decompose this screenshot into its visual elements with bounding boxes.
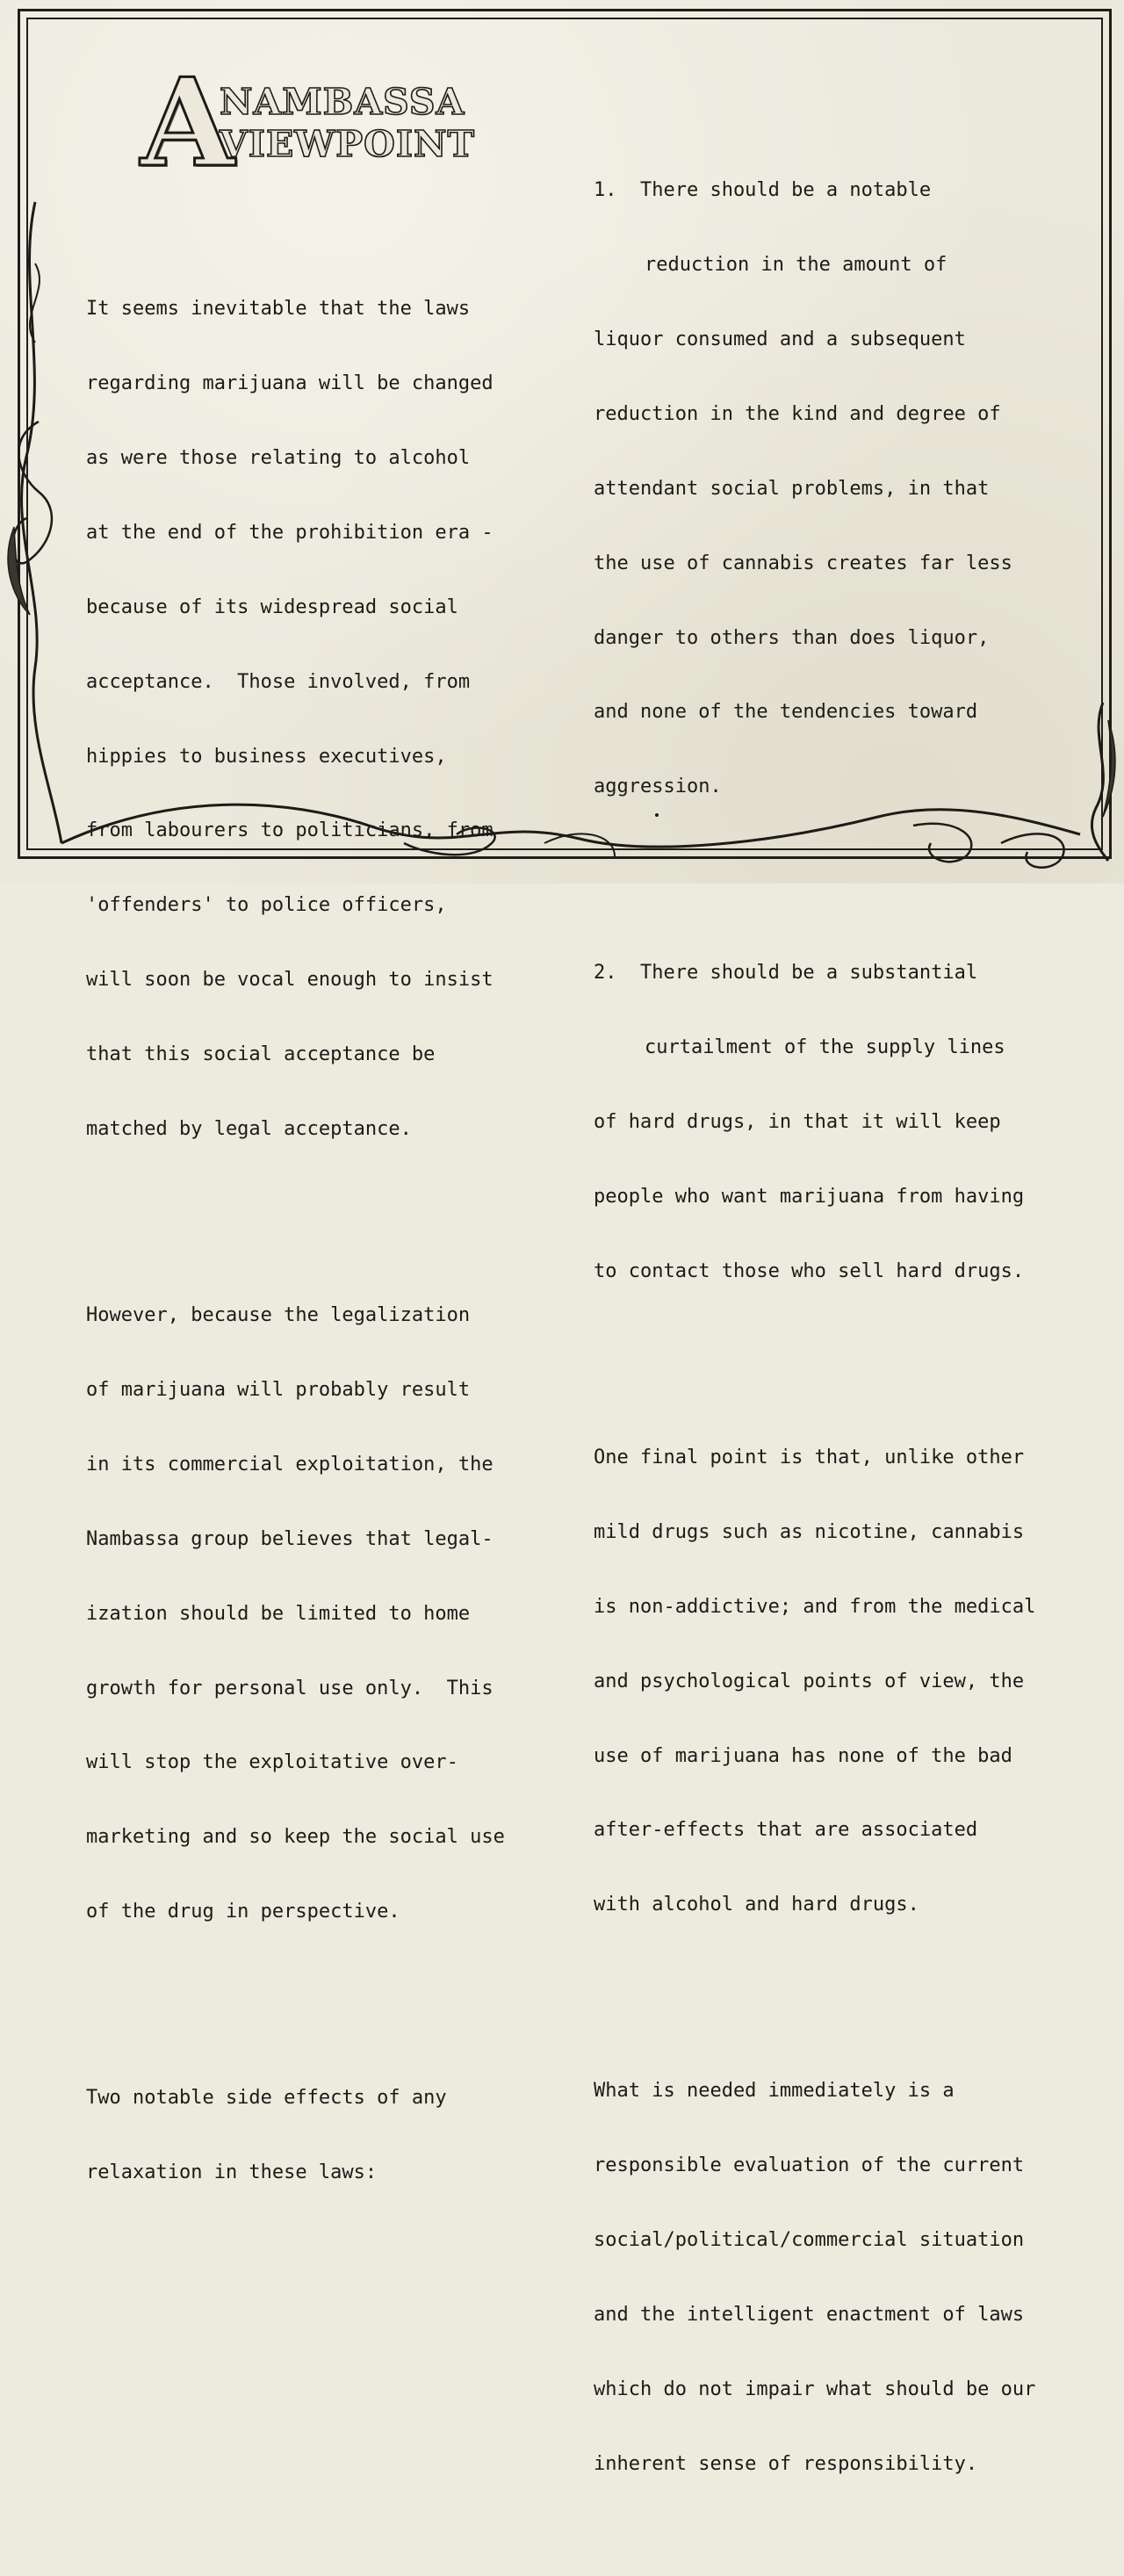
text-line: curtailment of the supply lines: [645, 1036, 1005, 1059]
text-line: ization should be limited to home: [86, 1602, 471, 1625]
paragraph-inevitable: [86, 248, 560, 1192]
text-line: because of its widespread social: [86, 595, 458, 618]
text-line: responsible evaluation of the current: [594, 2154, 1025, 2177]
text-line: mild drugs such as nicotine, cannabis: [594, 1520, 1025, 1543]
numbered-point-1: [594, 129, 1085, 850]
title-initial: A: [140, 51, 235, 194]
text-line: However, because the legalization: [86, 1304, 471, 1327]
paragraph-side-effects: [86, 2037, 560, 2235]
title-heading: [139, 51, 475, 194]
text-line: to contact those who sell hard drugs.: [594, 1259, 1025, 1282]
stray-dot: [655, 813, 659, 817]
text-line: 'offenders' to police officers,: [86, 894, 447, 917]
text-line: social/political/commercial situation: [594, 2229, 1025, 2252]
text-line: acceptance. Those involved, from: [86, 670, 471, 693]
text-line: One final point is that, unlike other: [594, 1447, 1025, 1469]
text-line: attendant social problems, in that: [594, 477, 990, 500]
paragraph-however: [86, 1253, 560, 1974]
text-line: relaxation in these laws:: [86, 2161, 378, 2184]
text-line: which do not impair what should be our: [594, 2378, 1036, 2401]
text-line: of marijuana will probably result: [86, 1378, 471, 1401]
left-column: [86, 198, 560, 2285]
text-line: and the intelligent enactment of laws: [594, 2304, 1025, 2327]
numbered-point-2: [594, 912, 1085, 1334]
text-line: 1. There should be a notable: [594, 179, 932, 202]
text-line: with alcohol and hard drugs.: [594, 1894, 919, 1916]
text-line: reduction in the amount of: [645, 254, 947, 277]
text-line: It seems inevitable that the laws: [86, 298, 471, 321]
text-line: Nambassa group believes that legal-: [86, 1527, 494, 1550]
text-line: is non-addictive; and from the medical: [594, 1595, 1036, 1618]
text-line: matched by legal acceptance.: [86, 1117, 412, 1140]
text-line: as were those relating to alcohol: [86, 446, 471, 469]
text-line: will soon be vocal enough to insist: [86, 969, 494, 992]
text-line: will stop the exploitative over-: [86, 1751, 458, 1774]
text-line: inherent sense of responsibility.: [594, 2452, 978, 2475]
text-line: from labourers to politicians, from: [86, 819, 494, 842]
text-line: marketing and so keep the social use: [86, 1826, 505, 1849]
text-line: of hard drugs, in that it will keep: [594, 1111, 1001, 1134]
text-line: Two notable side effects of any: [86, 2087, 447, 2110]
text-line: and psychological points of view, the: [594, 1670, 1025, 1692]
text-line: 2. There should be a substantial: [594, 962, 978, 985]
paragraph-final-point: [594, 1396, 1085, 1967]
text-line: after-effects that are associated: [594, 1819, 978, 1842]
text-line: hippies to business executives,: [86, 745, 447, 768]
text-line: What is needed immediately is a: [594, 2080, 955, 2103]
right-column: [594, 79, 1085, 2576]
text-line: regarding marijuana will be changed: [86, 372, 494, 395]
text-line: use of marijuana has none of the bad: [594, 1744, 1012, 1767]
text-line: in its commercial exploitation, the: [86, 1453, 494, 1476]
text-line: people who want marijuana from having: [594, 1186, 1025, 1209]
paragraph-what-is-needed: [594, 2030, 1085, 2527]
title-line-1: NAMBASSA: [220, 81, 465, 123]
text-line: aggression.: [594, 776, 722, 798]
text-line: at the end of the prohibition era -: [86, 521, 494, 544]
title-line-2: VIEWPOINT: [220, 123, 475, 165]
text-line: of the drug in perspective.: [86, 1901, 400, 1923]
text-line: and none of the tendencies toward: [594, 701, 978, 724]
text-line: danger to others than does liquor,: [594, 626, 990, 649]
text-line: that this social acceptance be: [86, 1043, 436, 1066]
text-line: the use of cannabis creates far less: [594, 552, 1012, 574]
text-line: growth for personal use only. This: [86, 1677, 494, 1699]
text-line: reduction in the kind and degree of: [594, 402, 1001, 425]
text-line: liquor consumed and a subsequent: [594, 328, 966, 350]
